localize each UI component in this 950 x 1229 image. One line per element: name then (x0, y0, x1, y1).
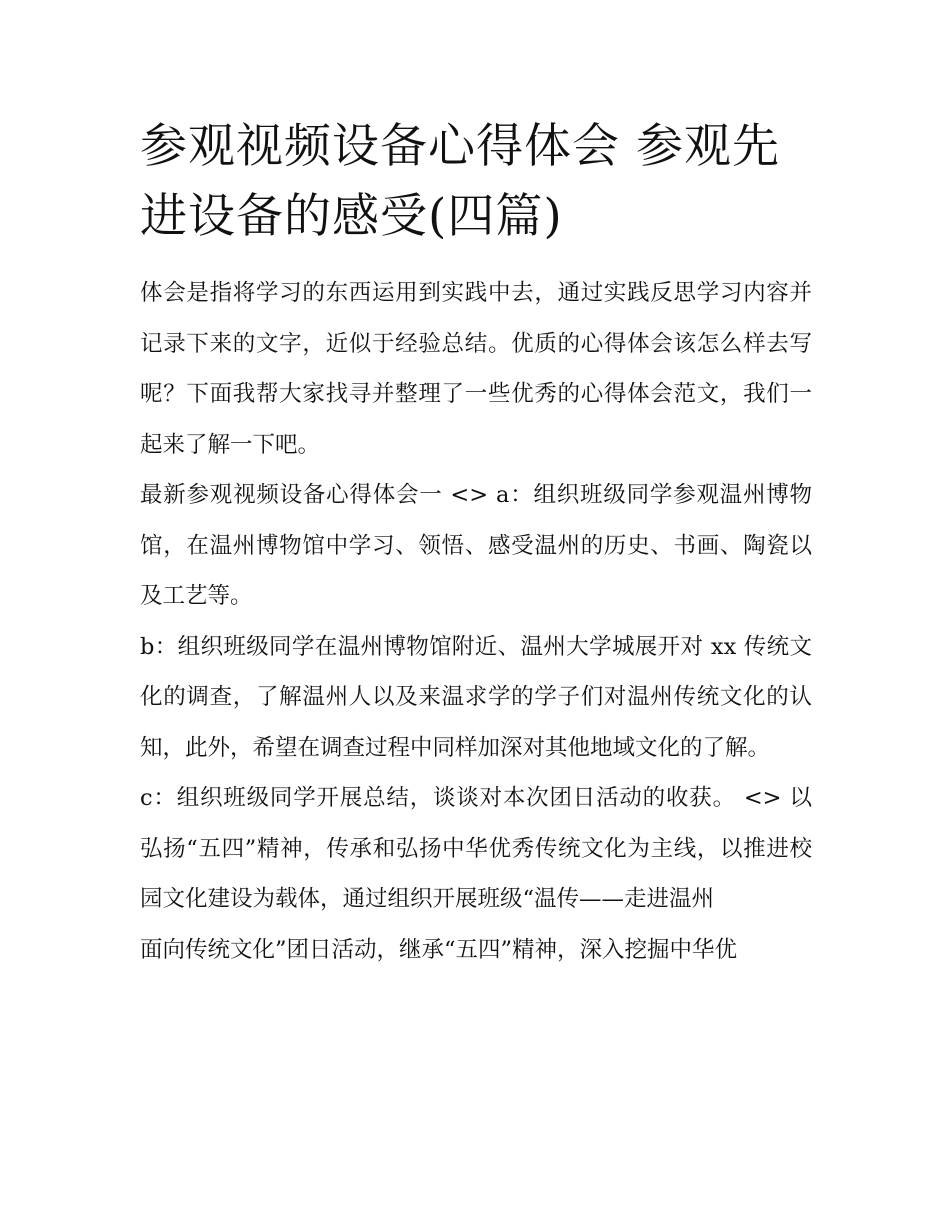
paragraph-continuation: 面向传统文化”团日活动，继承“五四”精神，深入挖掘中华优 (140, 936, 738, 963)
paragraph-a: 最新参观视频设备心得体会一 <> a：组织班级同学参观温州博物馆，在温州博物馆中学习、领悟、感受温州的历史、书画、陶瓷以及工艺等。 (140, 482, 812, 609)
paragraph-b: b：组织班级同学在温州博物馆附近、温州大学城展开对 xx 传统文化的调查，了解温州人以及来温求学的学子们对温州传统文化的认知，此外，希望在调查过程中同样加深对其他地域文化的了解。 (140, 633, 812, 761)
intro-paragraph: 体会是指将学习的东西运用到实践中去，通过实践反思学习内容并记录下来的文字，近似于经验总结。优质的心得体会该怎么样去写呢？下面我帮大家找寻并整理了一些优秀的心得体会范文，我们一起来了解一下吧。 (140, 280, 812, 458)
document-page (140, 112, 812, 975)
document-title: 参观视频设备心得体会 参观先进设备的感受(四篇) (140, 119, 780, 244)
paragraph-c: c：组织班级同学开展总结，谈谈对本次团日活动的收获。 <> 以弘扬“五四”精神，传承和弘扬中华优秀传统文化为主线，以推进校园文化建设为载体，通过组织开展班级“温传——走进温州 (140, 785, 812, 912)
